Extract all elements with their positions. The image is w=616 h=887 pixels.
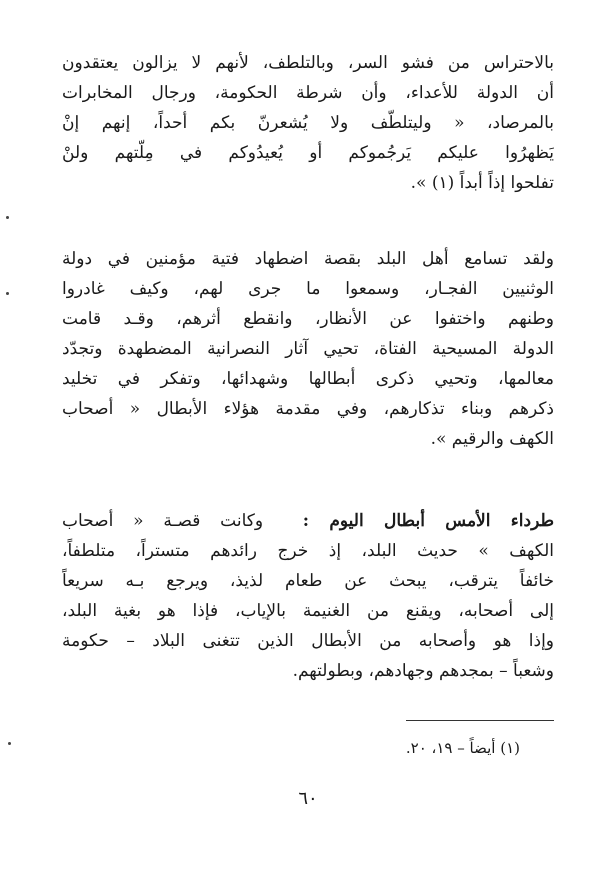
paragraph-1 [62,48,554,198]
paragraph-2-line: الوثنيين الفجـار، وسمعوا ما جرى لهم، وكيف غادروا [62,279,554,299]
scan-speck [6,292,9,295]
footnote-divider [406,720,554,721]
paragraph-2-line: الكهف والرقيم ». [430,429,554,449]
paragraph-2-line: وطنهم واختفوا عن الأنظار، وانقطع أثرهم، وقـد قامت [62,309,554,329]
paragraph-2-line: الدولة المسيحية الفتاة، تحيي آثار النصرانية المضطهدة وتجدّد [62,339,554,359]
scan-speck [6,216,9,219]
paragraph-3-first-line [62,506,554,536]
paragraph-3-line: الكهف » حديث البلد، إذ خرج رائدهم متستراً، متلطفاً، [62,541,554,561]
paragraph-1-line: يَظهرُوا عليكم يَرجُموكم أو يُعيدُوكم في مِلّتهم ولنْ [62,143,554,163]
paragraph-3-line-text: وكانت قصـة « أصحاب [62,511,264,531]
paragraph-3 [62,506,554,686]
footnote: (١) أيضاً – ١٩، ٢٠. [405,739,520,757]
paragraph-2-line: ولقد تسامع أهل البلد بقصة اضطهاد فتية مؤمنين في دولة [62,249,554,269]
scan-speck [8,742,11,745]
paragraph-1-line: تفلحوا إذاً أبداً (١) ». [410,173,554,193]
paragraph-2-line: ذكرهم وبناء تذكارهم، وفي مقدمة هؤلاء الأبطال « أصحاب [62,399,554,419]
paragraph-1-line: بالمرصاد، « وليتلطّف ولا يُشعرنّ بكم أحداً، إنهم إنْ [62,113,554,133]
section-heading: طرداء الأمس أبطال اليوم : [302,511,554,531]
paragraph-1-line: أن الدولة للأعداء، وأن شرطة الحكومة، ورجال المخابرات [62,83,554,103]
paragraph-3-line: خائفاً يترقب، يبحث عن طعام لذيذ، ويرجع بـه سريعاً [62,571,554,591]
paragraph-3-line: وشعباً – بمجدهم وجهادهم، وبطولتهم. [292,661,554,681]
page-number: ٦٠ [298,788,318,809]
paragraph-2-line: معالمها، وتحيي ذكرى أبطالها وشهدائها، وتفكر في تخليد [62,369,554,389]
paragraph-3-line: وإذا هو وأصحابه من الأبطال الذين تتغنى البلاد – حكومة [62,631,554,651]
paragraph-3-line: إلى أصحابه، ويقنع من الغنيمة بالإياب، فإذا هو بغية البلد، [62,601,554,621]
paragraph-1-line: بالاحتراس من فشو السر، وبالتلطف، لأنهم لا يزالون يعتقدون [62,53,554,73]
paragraph-2 [62,244,554,454]
